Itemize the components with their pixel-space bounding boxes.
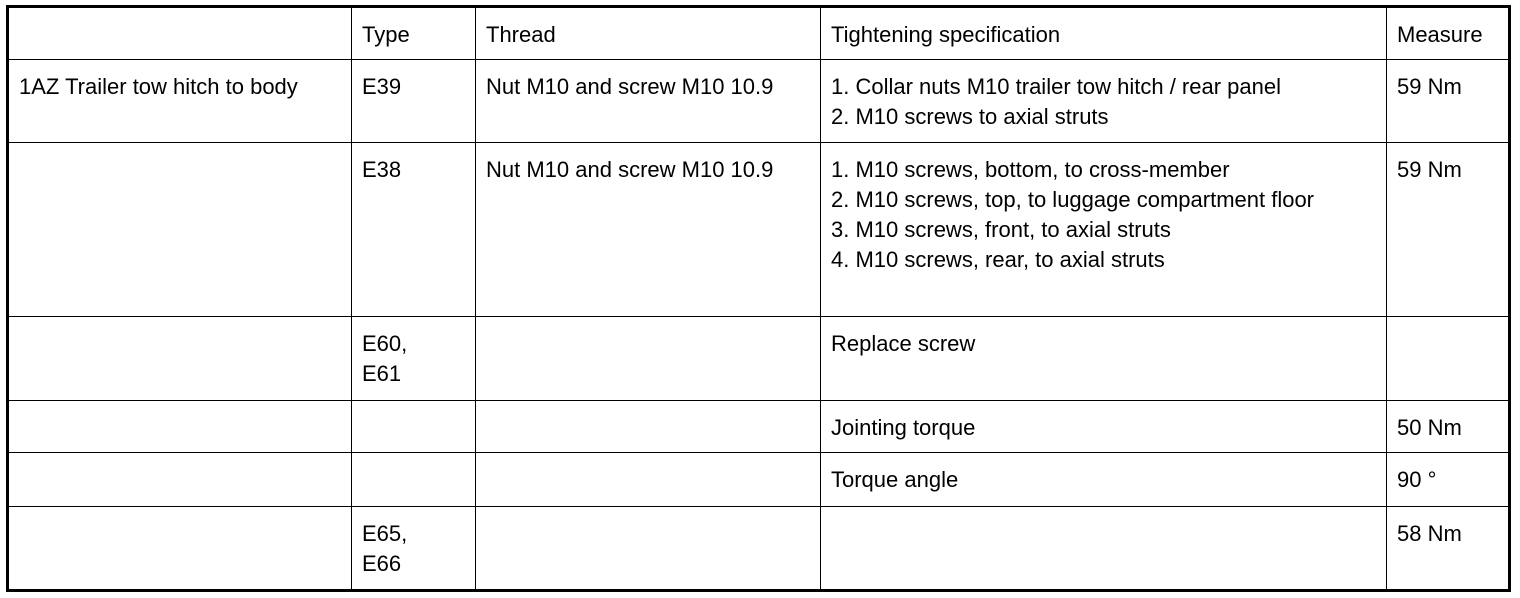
cell-measure: 90 ° [1387,453,1510,507]
cell-type: E38 [352,143,476,317]
cell-thread: Nut M10 and screw M10 10.9 [476,60,821,143]
cell-type: E39 [352,60,476,143]
cell-component [8,317,352,401]
header-tightening-specification: Tightening specification [821,7,1387,60]
cell-component [8,507,352,591]
cell-thread [476,453,821,507]
cell-measure [1387,317,1510,401]
cell-spec: Jointing torque [821,401,1387,453]
cell-spec: 1. M10 screws, bottom, to cross-member 2. M10 screws, top, to luggage compartment floor 3. M10 screws, front, to axial struts 4. M10 screws, rear, to axial struts [821,143,1387,317]
cell-thread [476,507,821,591]
cell-thread: Nut M10 and screw M10 10.9 [476,143,821,317]
table-row [8,507,1510,591]
cell-spec: Replace screw [821,317,1387,401]
table-row [8,401,1510,453]
table-row [8,453,1510,507]
cell-component: 1AZ Trailer tow hitch to body [8,60,352,143]
table-row [8,143,1510,317]
header-thread: Thread [476,7,821,60]
header-row [8,7,1510,60]
cell-measure: 59 Nm [1387,143,1510,317]
table-row [8,317,1510,401]
cell-component [8,143,352,317]
cell-type [352,401,476,453]
table-row [8,60,1510,143]
cell-measure: 50 Nm [1387,401,1510,453]
cell-type [352,453,476,507]
cell-spec: 1. Collar nuts M10 trailer tow hitch / rear panel 2. M10 screws to axial struts [821,60,1387,143]
cell-measure: 59 Nm [1387,60,1510,143]
header-measure: Measure [1387,7,1510,60]
cell-component [8,453,352,507]
cell-thread [476,401,821,453]
tightening-spec-table [6,5,1511,592]
cell-type: E65, E66 [352,507,476,591]
cell-thread [476,317,821,401]
cell-measure: 58 Nm [1387,507,1510,591]
cell-spec [821,507,1387,591]
header-component [8,7,352,60]
cell-component [8,401,352,453]
header-type: Type [352,7,476,60]
cell-spec: Torque angle [821,453,1387,507]
cell-type: E60, E61 [352,317,476,401]
